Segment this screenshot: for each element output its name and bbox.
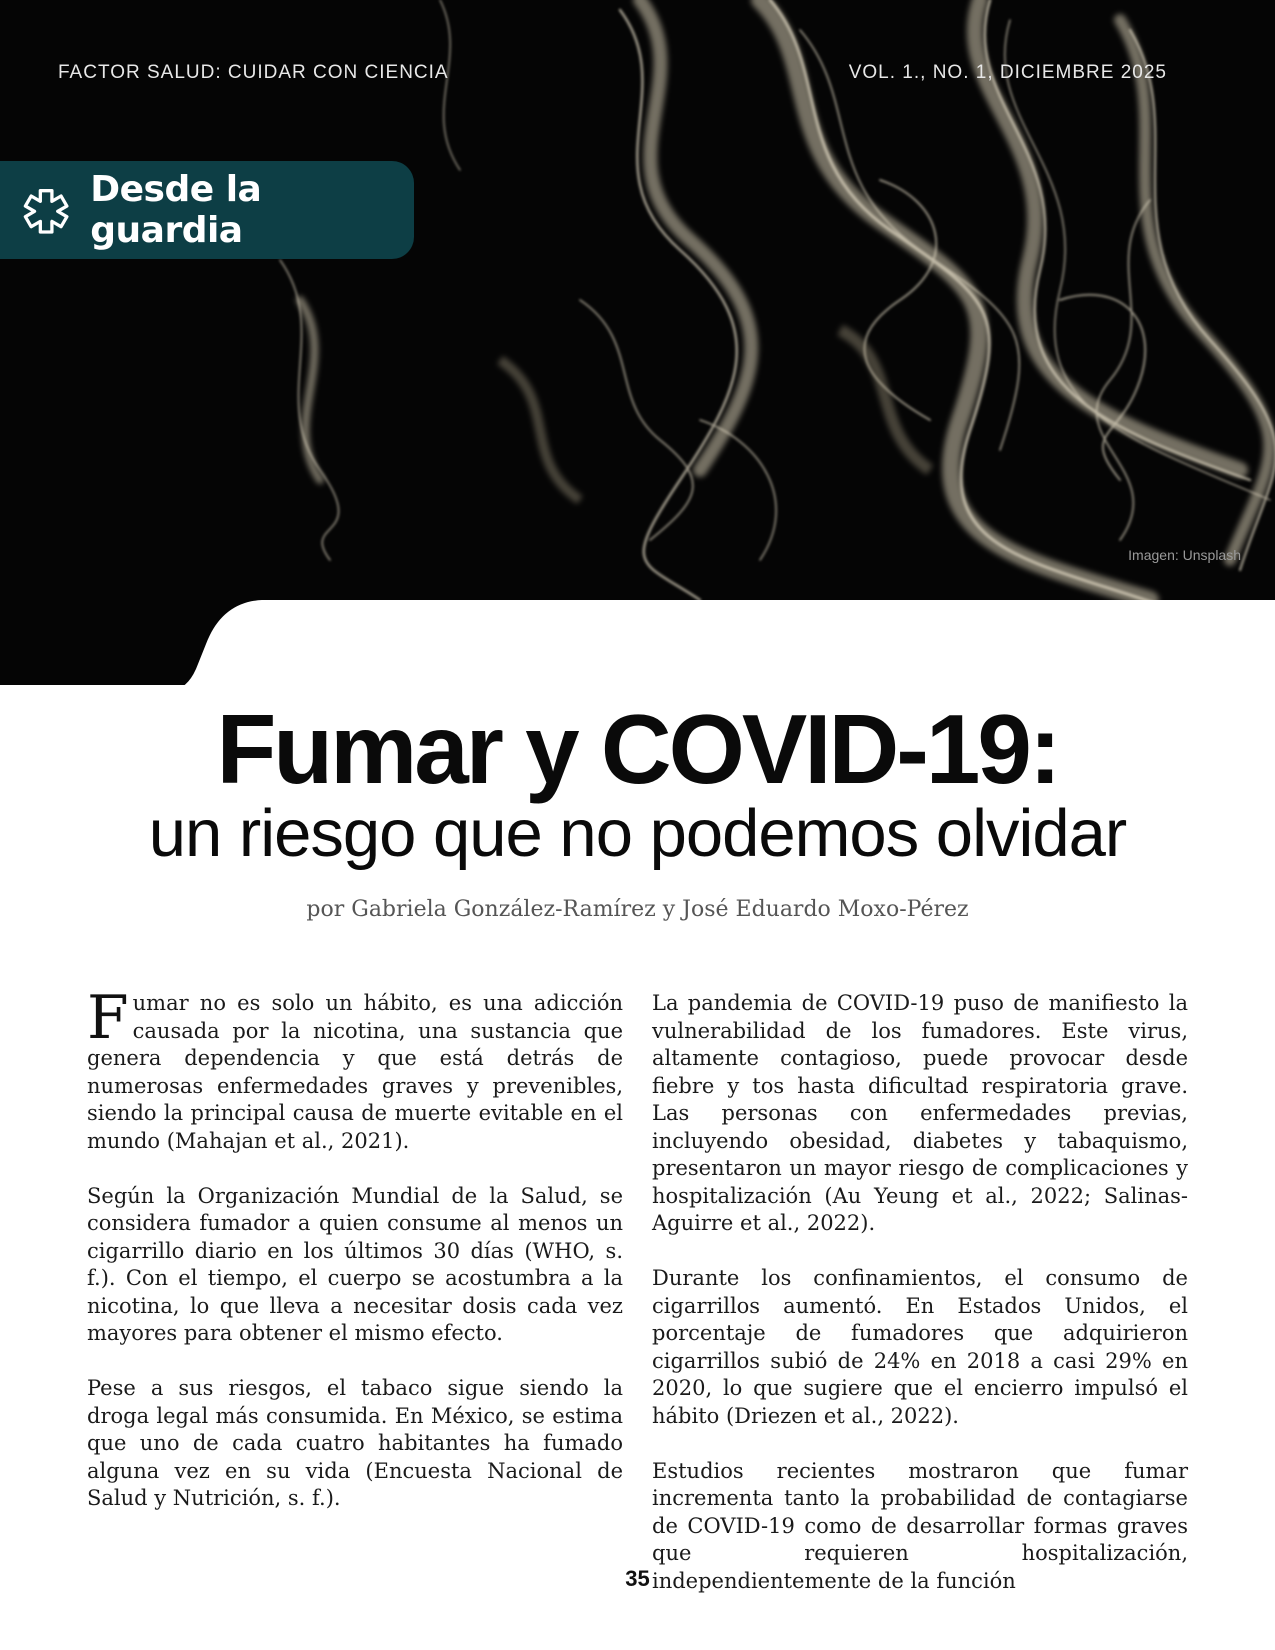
section-label: Desde la guardia [90,169,262,251]
paragraph: Durante los confinamientos, el consumo de cigarrillos aumentó. En Estados Unidos, el porcentaje de fumadores que adquirieron cigarrillos subió de 24% en 2018 a casi 29% en 2020, lo que sugiere que el encierro impulsó el hábito (Driezen et al., 2022). [652,1266,1188,1428]
publication-name: FACTOR SALUD: CUIDAR CON CIENCIA [58,62,449,83]
paragraph: Pese a sus riesgos, el tabaco sigue siendo la droga legal más consumida. En México, se estima que uno de cada cuatro habitantes ha fumado alguna vez en su vida (Encuesta Nacional de Salud y Nutrición, s. f.). [87,1376,623,1510]
asterisk-badge-icon [22,185,70,235]
hero-smoke-image [0,0,1275,685]
smoke-illustration [0,0,1275,685]
section-tab [0,161,414,259]
hero-bottom-curve [0,600,1275,690]
left-column [87,983,623,1540]
paragraph-text: umar no es solo un hábito, es una adicción causada por la nicotina, una sustancia que genera dependencia y que está detrás de numerosas enfermedades graves y prevenibles, siendo la principal causa de muerte evitable en el mundo (Mahajan et al., 2021). [87,991,623,1153]
issue-info: VOL. 1., NO. 1, DICIEMBRE 2025 [848,62,1167,83]
paragraph: Estudios recientes mostraron que fumar incrementa tanto la probabilidad de contagiarse de COVID-19 como de desarrollar formas graves que requieren hospitalización, independientemente de la función [652,1458,1188,1593]
paragraph: Según la Organización Mundial de la Salud, se considera fumador a quien consume al menos un cigarrillo diario en los últimos 30 días (WHO, s. f.). Con el tiempo, el cuerpo se acostumbra a la nicotina, lo que lleva a necesitar dosis cada vez mayores para obtener el mismo efecto. [87,1183,623,1345]
drop-cap: F [87,983,129,1053]
page-number: 35 [625,1566,650,1591]
right-column [652,990,1188,1623]
article-subtitle: un riesgo que no podemos olvidar [148,796,1127,871]
article-title: Fumar y COVID-19: [216,694,1059,804]
image-credit: Imagen: Unsplash [1128,547,1241,563]
article-byline: por Gabriela González-Ramírez y José Eduardo Moxo-Pérez [306,897,969,922]
paragraph: La pandemia de COVID-19 puso de manifiesto la vulnerabilidad de los fumadores. Este virus, altamente contagioso, puede provocar desde fiebre y tos hasta dificultad respiratoria grave. Las personas con enfermedades previas, incluyendo obesidad, diabetes y tabaquismo, presentaron un mayor riesgo de complicaciones y hospitalización (Au Yeung et al., 2022; Salinas-Aguirre et al., 2022). [652,991,1188,1235]
paragraph [87,983,623,1155]
